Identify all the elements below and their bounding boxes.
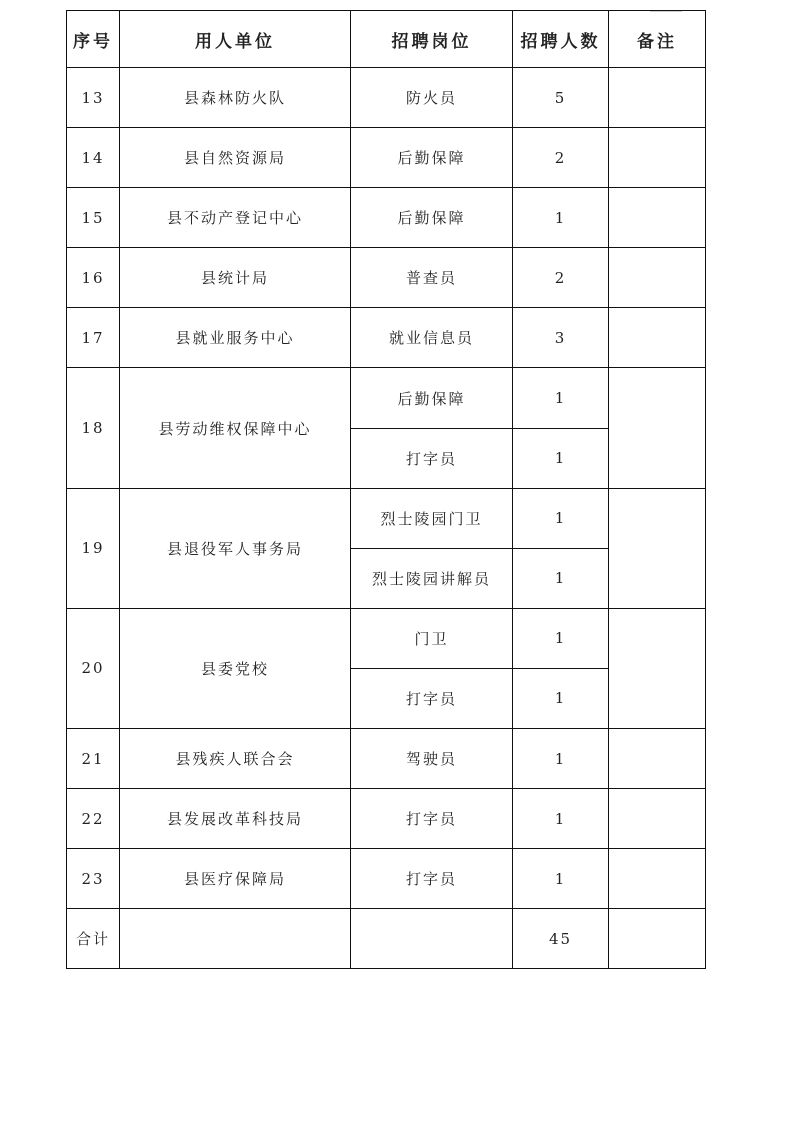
header-seq: 序号 xyxy=(67,11,120,68)
row-seq: 22 xyxy=(67,789,120,849)
row-remark xyxy=(609,68,706,128)
row-unit: 县森林防火队 xyxy=(120,68,351,128)
row-count: 5 xyxy=(513,68,609,128)
row-remark xyxy=(609,188,706,248)
row-remark xyxy=(609,488,706,608)
row-seq: 17 xyxy=(67,308,120,368)
row-unit: 县劳动维权保障中心 xyxy=(120,368,351,488)
row-remark xyxy=(609,849,706,909)
table-row xyxy=(67,849,706,909)
row-unit: 县退役军人事务局 xyxy=(120,488,351,608)
row-count: 1 xyxy=(513,488,609,548)
row-remark xyxy=(609,608,706,728)
row-position: 后勤保障 xyxy=(351,368,513,428)
row-unit: 县发展改革科技局 xyxy=(120,789,351,849)
row-count: 1 xyxy=(513,188,609,248)
row-seq: 20 xyxy=(67,608,120,728)
row-seq: 23 xyxy=(67,849,120,909)
table-row xyxy=(67,248,706,308)
row-seq: 14 xyxy=(67,128,120,188)
row-unit: 县统计局 xyxy=(120,248,351,308)
row-position: 驾驶员 xyxy=(351,729,513,789)
table-row xyxy=(67,488,706,548)
row-remark xyxy=(609,248,706,308)
row-remark xyxy=(609,729,706,789)
table-row xyxy=(67,308,706,368)
table-row xyxy=(67,368,706,428)
row-remark xyxy=(609,789,706,849)
row-unit: 县医疗保障局 xyxy=(120,849,351,909)
row-seq: 16 xyxy=(67,248,120,308)
row-remark xyxy=(609,308,706,368)
row-seq: 18 xyxy=(67,368,120,488)
row-position: 后勤保障 xyxy=(351,128,513,188)
row-position: 普查员 xyxy=(351,248,513,308)
table-row xyxy=(67,188,706,248)
row-unit: 县委党校 xyxy=(120,608,351,728)
total-count: 45 xyxy=(513,909,609,969)
row-position: 后勤保障 xyxy=(351,188,513,248)
total-row xyxy=(67,909,706,969)
total-remark-cell xyxy=(609,909,706,969)
row-count: 1 xyxy=(513,428,609,488)
row-count: 1 xyxy=(513,368,609,428)
row-position: 打字员 xyxy=(351,428,513,488)
row-count: 1 xyxy=(513,789,609,849)
row-seq: 13 xyxy=(67,68,120,128)
total-position-cell xyxy=(351,909,513,969)
row-count: 1 xyxy=(513,729,609,789)
row-count: 1 xyxy=(513,668,609,728)
row-position: 门卫 xyxy=(351,608,513,668)
row-remark xyxy=(609,128,706,188)
row-count: 3 xyxy=(513,308,609,368)
row-unit: 县残疾人联合会 xyxy=(120,729,351,789)
row-position: 打字员 xyxy=(351,789,513,849)
total-label: 合计 xyxy=(67,909,120,969)
row-position: 打字员 xyxy=(351,849,513,909)
row-remark xyxy=(609,368,706,488)
total-unit-cell xyxy=(120,909,351,969)
row-position: 防火员 xyxy=(351,68,513,128)
row-position: 就业信息员 xyxy=(351,308,513,368)
table-row xyxy=(67,608,706,668)
table-row xyxy=(67,128,706,188)
row-position: 烈士陵园门卫 xyxy=(351,488,513,548)
header-position: 招聘岗位 xyxy=(351,11,513,68)
row-count: 1 xyxy=(513,548,609,608)
header-unit: 用人单位 xyxy=(120,11,351,68)
row-count: 1 xyxy=(513,849,609,909)
row-count: 2 xyxy=(513,248,609,308)
row-position: 打字员 xyxy=(351,668,513,728)
row-count: 1 xyxy=(513,608,609,668)
row-seq: 15 xyxy=(67,188,120,248)
recruitment-table xyxy=(66,10,706,969)
row-count: 2 xyxy=(513,128,609,188)
row-unit: 县不动产登记中心 xyxy=(120,188,351,248)
table-row xyxy=(67,68,706,128)
header-remark: 备注 xyxy=(609,11,706,68)
header-count: 招聘人数 xyxy=(513,11,609,68)
row-unit: 县自然资源局 xyxy=(120,128,351,188)
table-body xyxy=(67,68,706,909)
table-row xyxy=(67,789,706,849)
table-header-row xyxy=(67,11,706,68)
row-seq: 19 xyxy=(67,488,120,608)
row-unit: 县就业服务中心 xyxy=(120,308,351,368)
row-position: 烈士陵园讲解员 xyxy=(351,548,513,608)
table-row xyxy=(67,729,706,789)
row-seq: 21 xyxy=(67,729,120,789)
